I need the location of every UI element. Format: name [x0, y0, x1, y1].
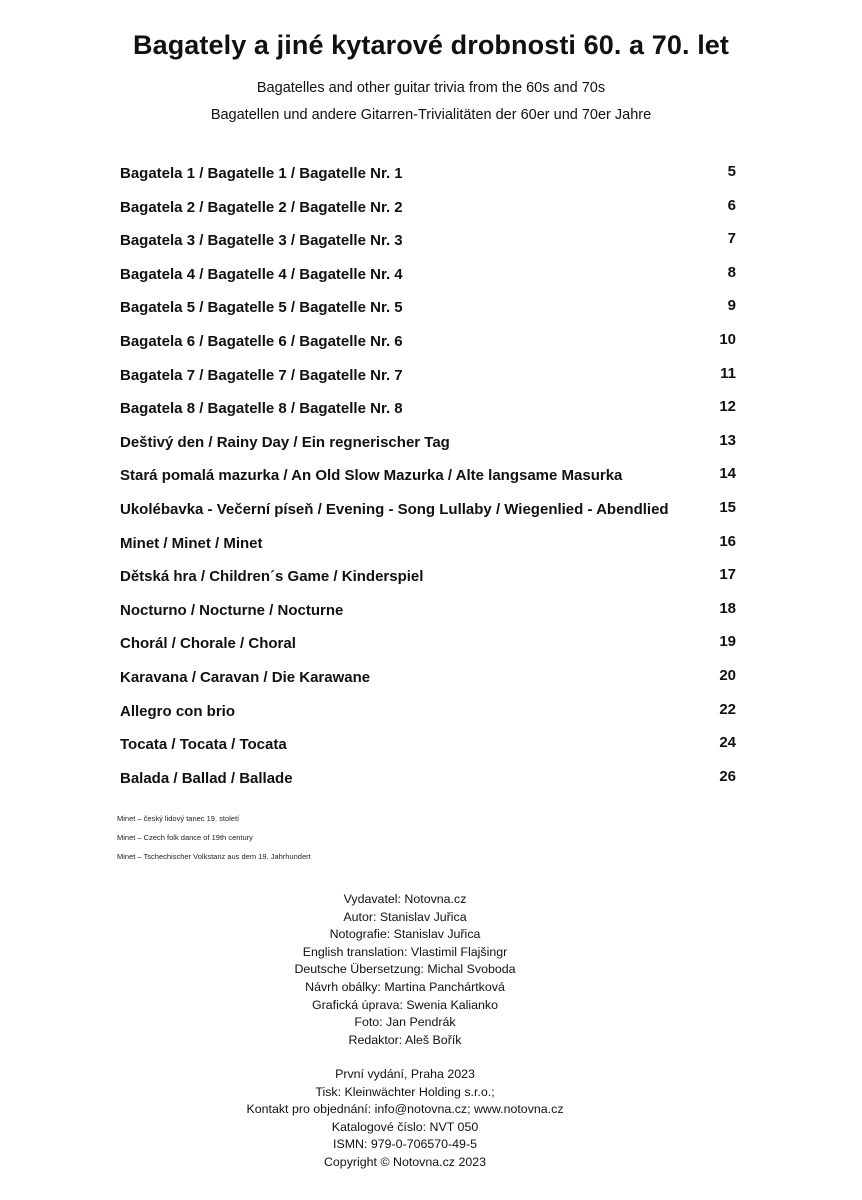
toc-entry-title: Bagatela 6 / Bagatelle 6 / Bagatelle Nr. 6	[120, 332, 403, 350]
publication-block	[0, 1066, 810, 1172]
toc-entry-page: 22	[719, 700, 736, 718]
credit-line: Foto: Jan Pendrák	[354, 1015, 456, 1030]
toc-entry-page: 10	[719, 330, 736, 348]
toc-entry-title: Karavana / Caravan / Die Karawane	[120, 668, 371, 686]
toc-entry-page: 9	[727, 297, 736, 315]
toc-entry-title: Allegro con brio	[120, 702, 236, 720]
toc-entry	[120, 731, 740, 765]
toc-entry-title: Bagatela 7 / Bagatelle 7 / Bagatelle Nr. 7	[120, 366, 403, 384]
toc-entry-title: Stará pomalá mazurka / An Old Slow Mazurka / Alte langsame Masurka	[120, 467, 623, 485]
footnote-english: Minet – Czech folk dance of 19th century	[117, 833, 253, 842]
publication-line: ISMN: 979-0-706570-49-5	[333, 1137, 477, 1152]
credit-line: Autor: Stanislav Juřica	[343, 909, 467, 924]
toc-entry	[120, 328, 740, 362]
subtitle-english: Bagatelles and other guitar trivia from the 60s and 70s	[256, 80, 606, 96]
toc-entry	[120, 530, 740, 564]
toc-entry-page: 11	[720, 364, 736, 382]
toc-entry-page: 13	[719, 431, 736, 449]
toc-entry	[120, 462, 740, 496]
credits-block	[0, 891, 810, 1049]
toc-entry-page: 14	[719, 465, 736, 483]
footnote-czech: Minet – český lidový tanec 19. století	[117, 814, 240, 823]
toc-entry	[120, 227, 740, 261]
toc-entry-page: 8	[727, 263, 736, 281]
toc-entry-page: 18	[719, 599, 736, 617]
subtitle-german: Bagatellen und andere Gitarren-Trivialitäten der 60er und 70er Jahre	[210, 107, 652, 123]
toc-entry	[120, 698, 740, 732]
credit-line: English translation: Vlastimil Flajšingr	[302, 944, 508, 959]
toc-entry-title: Tocata / Tocata / Tocata	[120, 736, 287, 754]
toc-entry	[120, 429, 740, 463]
toc-entry-page: 16	[719, 532, 736, 550]
toc-entry	[120, 630, 740, 664]
toc-entry	[120, 160, 740, 194]
publication-line: Kontakt pro objednání: info@notovna.cz; www.notovna.cz	[246, 1102, 564, 1117]
toc-entry-page: 15	[719, 498, 736, 516]
credit-line: Vydavatel: Notovna.cz	[343, 892, 467, 906]
toc-entry	[120, 563, 740, 597]
toc-entry-title: Minet / Minet / Minet	[120, 534, 263, 552]
toc-entry-page: 17	[719, 566, 736, 584]
credit-line: Redaktor: Aleš Bořík	[348, 1032, 462, 1047]
publication-line: První vydání, Praha 2023	[335, 1067, 475, 1081]
publication-line: Tisk: Kleinwächter Holding s.r.o.;	[315, 1084, 495, 1099]
toc-entry-title: Bagatela 8 / Bagatelle 8 / Bagatelle Nr. 8	[120, 400, 403, 418]
toc-entry-page: 6	[727, 196, 736, 214]
toc-entry-title: Bagatela 2 / Bagatelle 2 / Bagatelle Nr. 2	[120, 198, 403, 216]
toc-entry-page: 24	[719, 734, 736, 752]
toc-entry	[120, 664, 740, 698]
toc-entry-title: Bagatela 4 / Bagatelle 4 / Bagatelle Nr. 4	[120, 265, 403, 283]
toc-entry	[120, 362, 740, 396]
publication-line: Copyright © Notovna.cz 2023	[323, 1154, 487, 1169]
credit-line: Grafická úprava: Swenia Kalianko	[312, 997, 498, 1012]
toc-entry	[120, 496, 740, 530]
toc-entry-title: Deštivý den / Rainy Day / Ein regnerischer Tag	[120, 433, 450, 451]
toc-entry-title: Chorál / Chorale / Choral	[120, 635, 296, 653]
publication-line: Katalogové číslo: NVT 050	[331, 1119, 479, 1134]
toc-entry-page: 7	[727, 230, 736, 248]
credit-line: Notografie: Stanislav Juřica	[329, 927, 481, 942]
toc-entry-page: 20	[719, 666, 736, 684]
footnotes	[117, 813, 311, 870]
toc-entry-page: 19	[719, 633, 736, 651]
toc-entry-title: Bagatela 1 / Bagatelle 1 / Bagatelle Nr. 1	[120, 165, 403, 182]
toc-entry-title: Bagatela 5 / Bagatelle 5 / Bagatelle Nr. 5	[120, 299, 403, 317]
toc-entry-page: 26	[719, 767, 736, 785]
toc-entry	[120, 395, 740, 429]
credit-line: Návrh obálky: Martina Panchártková	[305, 979, 505, 994]
toc-entry	[120, 597, 740, 631]
page-title: Bagately a jiné kytarové drobnosti 60. a 70. let	[132, 30, 730, 60]
toc-entry-page: 5	[727, 163, 736, 180]
toc-entry	[120, 261, 740, 295]
toc-entry-title: Nocturno / Nocturne / Nocturne	[120, 601, 344, 619]
toc-entry-page: 12	[719, 398, 736, 416]
toc-entry	[120, 194, 740, 228]
toc-entry-title: Dětská hra / Children´s Game / Kinderspiel	[120, 568, 424, 586]
toc-entry	[120, 294, 740, 328]
toc-entry	[120, 765, 740, 799]
credit-line: Deutsche Übersetzung: Michal Svoboda	[294, 962, 516, 977]
footnote-german: Minet – Tschechischer Volkstanz aus dem 19. Jahrhundert	[117, 852, 311, 861]
table-of-contents	[120, 160, 740, 798]
toc-entry-title: Bagatela 3 / Bagatelle 3 / Bagatelle Nr. 3	[120, 232, 403, 250]
toc-entry-title: Ukolébavka - Večerní píseň / Evening - Song Lullaby / Wiegenlied - Abendlied	[120, 500, 669, 518]
toc-entry-title: Balada / Ballad / Ballade	[120, 769, 293, 787]
